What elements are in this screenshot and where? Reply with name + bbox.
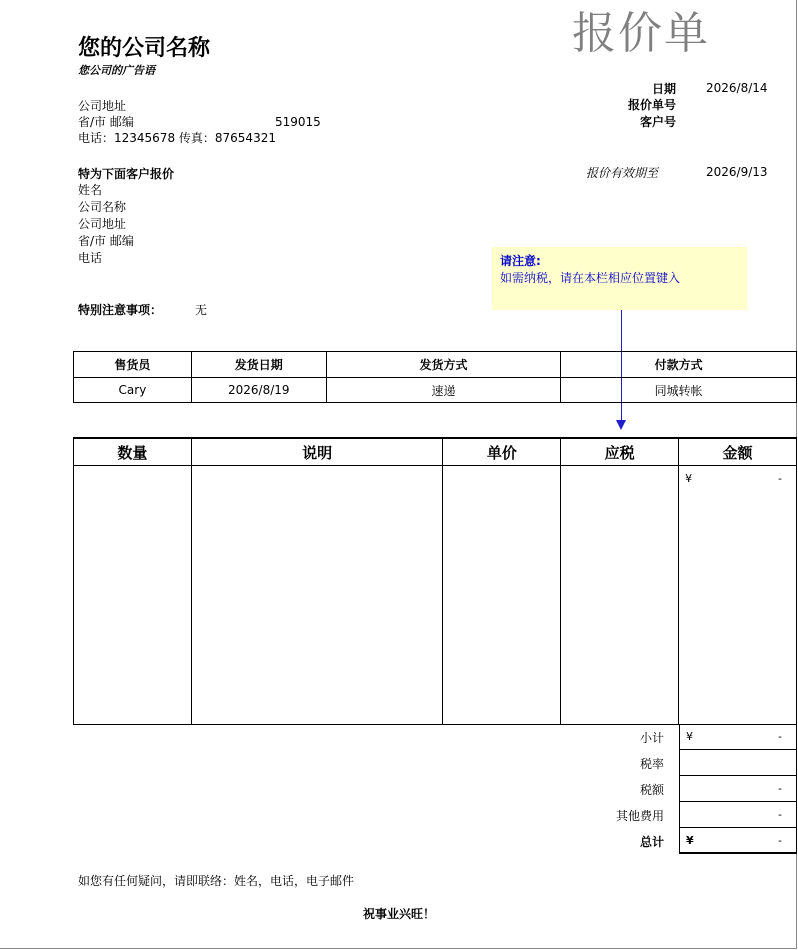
salesperson-value[interactable]: Cary [74, 378, 192, 403]
valid-until-label: 报价有效期至 [586, 166, 659, 180]
taxable-cell[interactable] [561, 466, 679, 725]
other-fees-cell[interactable] [679, 802, 797, 828]
company-postcode: 519015 [275, 115, 321, 129]
subtotal-label: 小计 [639, 730, 664, 745]
subtotal-row [578, 724, 798, 750]
date-value: 2026/8/14 [706, 81, 768, 95]
ship-date-header: 发货日期 [191, 352, 326, 378]
tax-amount-label: 税额 [639, 782, 664, 797]
other-fees-value: - [778, 808, 782, 821]
customer-company: 公司名称 [78, 200, 127, 214]
customer-name: 姓名 [78, 183, 103, 197]
unit-price-cell[interactable] [443, 466, 561, 725]
customer-province-postcode: 省/市 邮编 [78, 234, 134, 248]
tax-amount-value: - [778, 782, 782, 795]
payment-method-value[interactable]: 同城转帐 [561, 378, 797, 403]
tax-amount-row [578, 776, 798, 802]
quantity-header: 数量 [74, 438, 192, 466]
customer-address: 公司地址 [78, 217, 127, 231]
company-name: 您的公司名称 [78, 35, 211, 61]
amount-value: - [778, 472, 782, 485]
special-notes-value: 无 [195, 303, 208, 317]
items-body-row [74, 466, 797, 725]
payment-method-header: 付款方式 [561, 352, 797, 378]
total-value: - [778, 833, 782, 847]
tax-rate-row [578, 750, 798, 776]
ship-date-value[interactable]: 2026/8/19 [191, 378, 326, 403]
customer-phone: 电话 [78, 251, 103, 265]
amount-header: 金额 [679, 438, 797, 466]
special-notes-label: 特别注意事项： [78, 303, 163, 317]
shipping-value-row [74, 378, 797, 403]
shipping-table [73, 351, 797, 403]
subtotal-currency: ¥ [686, 730, 693, 743]
items-header-row [74, 438, 797, 466]
date-label: 日期 [651, 82, 676, 96]
items-table [73, 437, 797, 725]
customer-number-label: 客户号 [639, 115, 676, 129]
other-fees-row [578, 802, 798, 828]
ship-method-header: 发货方式 [326, 352, 561, 378]
tax-amount-cell[interactable] [679, 776, 797, 802]
total-label: 总计 [639, 834, 664, 849]
document-title: 报价单 [572, 8, 710, 59]
ship-method-value[interactable]: 速递 [326, 378, 561, 403]
valid-until-value: 2026/9/13 [706, 165, 768, 179]
shipping-header-row [74, 352, 797, 378]
company-slogan: 您公司的广告语 [78, 64, 155, 77]
other-fees-label: 其他费用 [615, 808, 664, 823]
company-address: 公司地址 [78, 99, 127, 113]
amount-cell[interactable] [679, 466, 797, 725]
taxable-header: 应税 [561, 438, 679, 466]
salesperson-header: 售货员 [74, 352, 192, 378]
total-cell[interactable] [679, 828, 797, 854]
total-row [578, 828, 798, 854]
quantity-cell[interactable] [74, 466, 192, 725]
subtotal-cell[interactable] [679, 724, 797, 750]
description-header: 说明 [191, 438, 443, 466]
customer-heading: 特为下面客户报价 [78, 167, 175, 181]
tax-note-title: 请注意: [500, 254, 541, 268]
description-cell[interactable] [191, 466, 443, 725]
tax-rate-cell[interactable] [679, 750, 797, 776]
note-arrow-head-icon [616, 420, 626, 430]
quote-number-label: 报价单号 [627, 98, 676, 112]
tax-note-box [492, 247, 747, 310]
amount-currency: ¥ [685, 472, 693, 485]
tax-rate-label: 税率 [639, 756, 664, 771]
company-phone-fax: 电话：12345678 传真：87654321 [78, 131, 276, 145]
subtotal-value: - [778, 730, 782, 743]
tax-note-text: 如需纳税，请在本栏相应位置键入 [500, 271, 681, 285]
company-province-postcode: 省/市 邮编 [78, 115, 134, 129]
unit-price-header: 单价 [443, 438, 561, 466]
closing-text: 祝事业兴旺！ [362, 907, 435, 921]
contact-text: 如您有任何疑问，请即联络：姓名，电话，电子邮件 [78, 874, 355, 888]
total-currency: ¥ [686, 833, 694, 847]
